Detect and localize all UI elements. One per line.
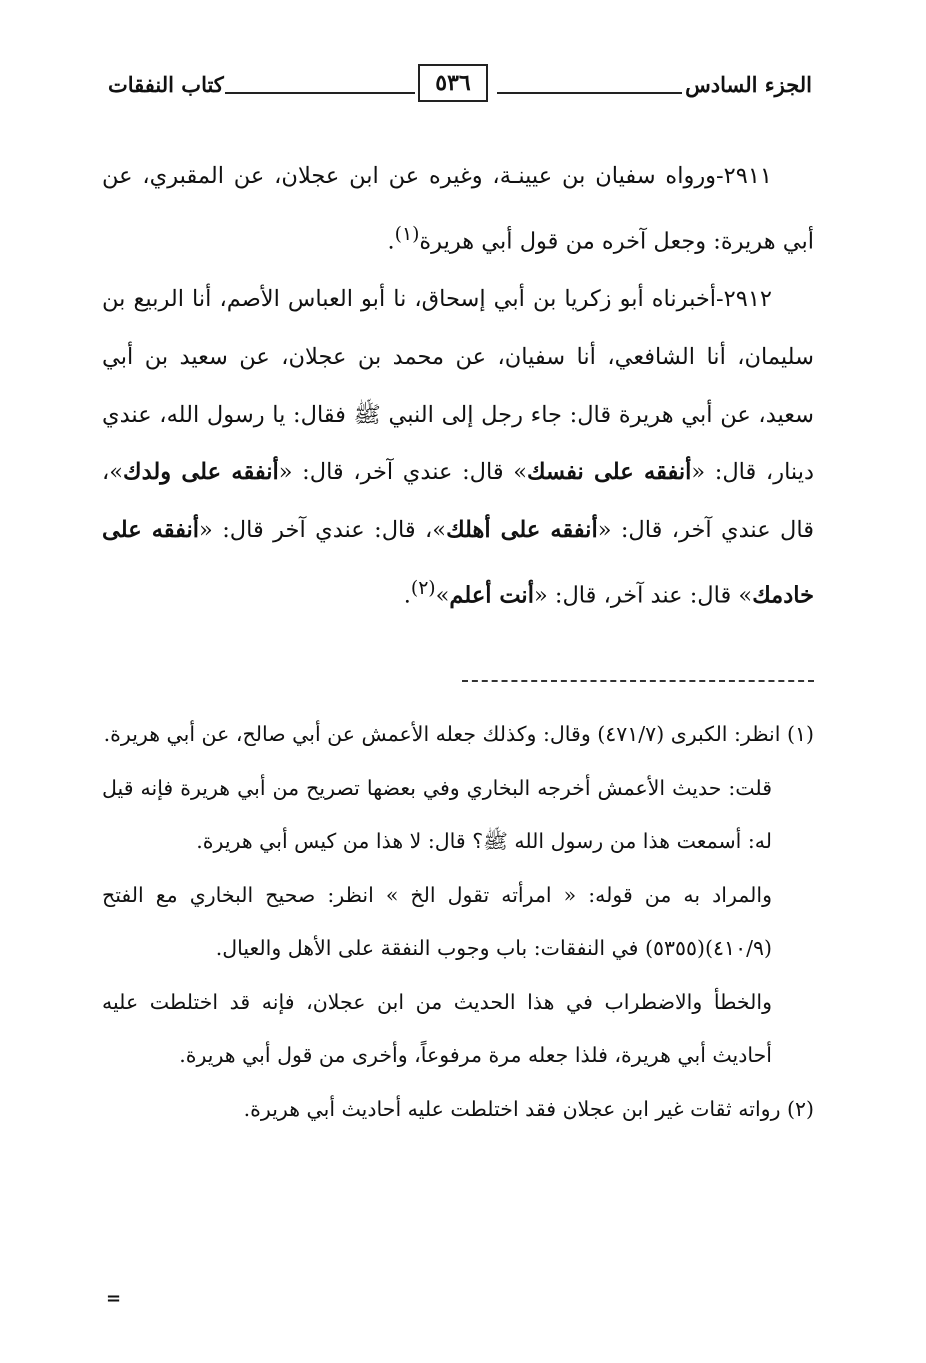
header-rule-left [225,92,415,94]
end-mark: = [106,1288,121,1309]
footnote-1-conclusion: والخطأ والاضطراب في هذا الحديث من ابن عجلان، فإنه قد اختلطت عليه أحاديث أبي هريرة، فلذا جعله مرة مرفوعاً، وأخرى من قول أبي هريرة. [102,989,772,1067]
book-title: كتاب النفقات [108,72,224,97]
footnote-1-comment: قلت: حديث الأعمش أخرجه البخاري وفي بعضها تصريح من أبي هريرة فإنه قيل له: أسمعت هذا من رسول الله ﷺ؟ قال: لا هذا من كيس أبي هريرة. [102,775,772,853]
footnote-ref-2[interactable]: (٢) [410,578,436,600]
page-number: ٥٣٦ [418,64,488,102]
hadith-2911: ٢٩١١-ورواه سفيان بن عيينـة، وغيره عن ابن عجلان، عن المقبري، عن أبي هريرة: وجعل آخره من قول أبي هريرة$^{(١)}$. [102,163,814,255]
footnotes [102,708,814,1136]
footnote-ref-1[interactable]: (١) [394,223,420,245]
footnote-2: (٢) رواته ثقات غير ابن عجلان فقد اختلطت عليه أحاديث أبي هريرة. [243,1096,814,1121]
bold-phrase: أنفقه على ولدك [123,459,279,486]
page-header [100,62,812,108]
hadith-2912: ٢٩١٢-أخبرناه أبو زكريا بن أبي إسحاق، نا أبو العباس الأصم، أنا الربيع بن سليمان، أنا الشافعي، أنا سفيان، عن محمد بن عجلان، عن سعيد بن أبي سعيد، عن أبي هريرة قال: جاء رجل إلى النبي ﷺ فقال: يا رسول الله، عندي دينار، قال: «أنفقه على نفسك» قال: عندي آخر، قال: «أنفقه على ولدك»، قال عندي آخر، قال: «أنفقه على أهلك»، قال: عندي آخر قال: «أنفقه على خادمك» قال: عند آخر، قال: «أنت أعلم»$^{(٢)}$. [102,286,814,609]
bold-phrase: أنفقه على نفسك [527,459,692,486]
header-rule-right [497,92,682,94]
footnote-1-reference: والمراد به من قوله: « امرأته تقول الخ » انظر: صحيح البخاري مع الفتح (٤١٠/٩)(٥٣٥٥) في النفقات: باب وجوب النفقة على الأهل والعيال. [102,882,772,960]
bold-phrase: أنت أعلم [449,582,534,609]
main-text [102,148,814,625]
volume-title: الجزء السادس [685,72,812,97]
footnote-1: (١) انظر: الكبرى (٤٧١/٧) وقال: وكذلك جعله الأعمش عن أبي صالح، عن أبي هريرة. [103,722,814,746]
footnote-separator [462,680,814,682]
bold-phrase: أنفقه على خادمك [102,517,814,609]
bold-phrase: أنفقه على أهلك [446,517,598,544]
